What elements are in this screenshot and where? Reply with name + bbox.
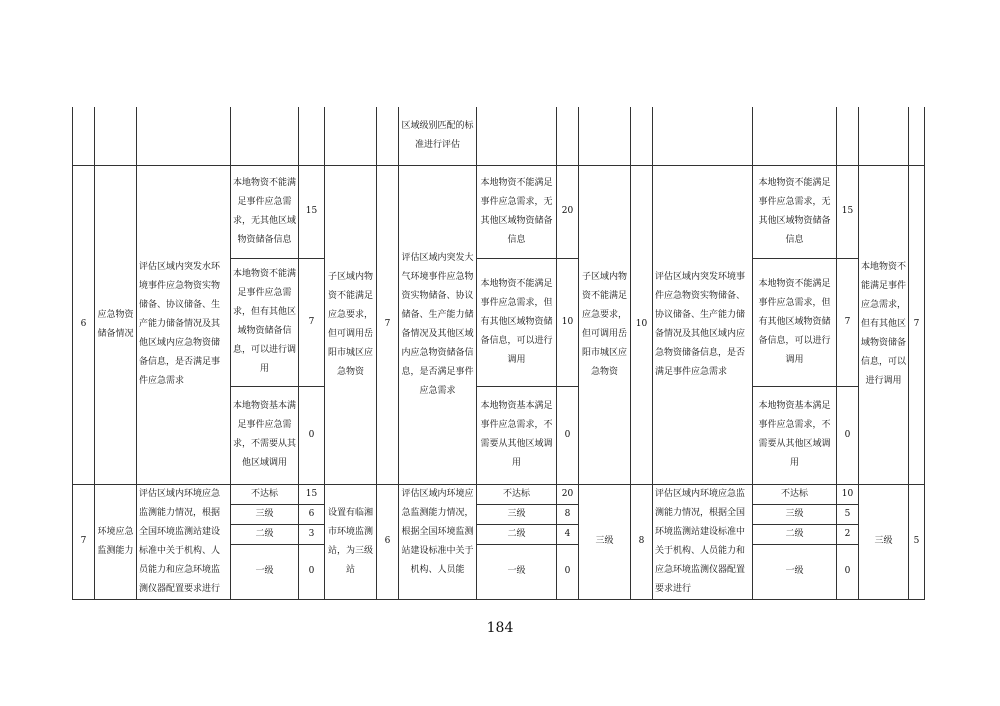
option-score: 3 (299, 524, 325, 544)
option-score: 6 (299, 504, 325, 524)
option-score: 15 (837, 165, 859, 258)
indicator-method-env: 评估区域内环境应急监测能力情况，根据全国环境监测站建设标准中关于机构、人员能力和应急环境监测仪器配置要求进行 (653, 484, 753, 599)
indicator-name: 应急物资储备情况 (95, 165, 137, 484)
option-text: 本地物资不能满足事件应急需求，但有其他区域物资储备信息，可以进行调用 (477, 258, 557, 386)
indicator-method-air: 评估区域内突发大气环境事件应急物资实物储备、协议储备、生产能力储备情况及其他区域内应急物资储备信息，是否满足事件应急需求 (399, 165, 477, 484)
assessment-result: 三级 (859, 484, 909, 599)
cell (909, 107, 925, 165)
option-text: 本地物资不能满足事件应急需求，无其他区域物资储备信息 (477, 165, 557, 258)
cell (631, 107, 653, 165)
option-text: 三级 (753, 504, 837, 524)
table-row (73, 165, 925, 258)
option-score: 20 (557, 484, 579, 504)
cell (325, 107, 377, 165)
assessment-result: 子区域内物资不能满足应急要求，但可调用岳阳市城区应急物资 (325, 165, 377, 484)
cell (837, 107, 859, 165)
option-text: 本地物资不能满足事件应急需求，但有其他区域物资储备信息，可以进行调用 (753, 258, 837, 386)
option-text: 二级 (753, 524, 837, 544)
option-score: 0 (557, 544, 579, 599)
indicator-name: 环境应急监测能力 (95, 484, 137, 599)
option-text: 本地物资基本满足事件应急需求，不需要从其他区域调用 (753, 386, 837, 484)
option-score: 20 (557, 165, 579, 258)
assessment-result: 子区域内物资不能满足应急要求，但可调用岳阳市城区应急物资 (579, 165, 631, 484)
option-text: 不达标 (753, 484, 837, 504)
assessment-score: 8 (631, 484, 653, 599)
page-number: 184 (486, 620, 514, 636)
assessment-score: 5 (909, 484, 925, 599)
option-score: 0 (837, 386, 859, 484)
option-text: 本地物资不能满足事件应急需求，无其他区域物资储备信息 (231, 165, 299, 258)
cell (299, 107, 325, 165)
cell (579, 107, 631, 165)
option-score: 0 (299, 386, 325, 484)
cell (477, 107, 557, 165)
cell (653, 107, 753, 165)
option-score: 7 (837, 258, 859, 386)
indicator-method-env: 评估区域内突发环境事件应急物资实物储备、协议储备、生产能力储备情况及其他区域内应急物资储备信息，是否满足事件应急需求 (653, 165, 753, 484)
cell (137, 107, 231, 165)
option-text: 不达标 (231, 484, 299, 504)
option-text: 二级 (231, 524, 299, 544)
assessment-score: 10 (631, 165, 653, 484)
option-score: 2 (837, 524, 859, 544)
option-text: 一级 (231, 544, 299, 599)
indicator-method-air: 评估区域内环境应急监测能力情况，根据全国环境监测站建设标准中关于机构、人员能 (399, 484, 477, 599)
option-text: 本地物资不能满足事件应急需求，无其他区域物资储备信息 (753, 165, 837, 258)
row-number: 7 (73, 484, 95, 599)
option-score: 10 (837, 484, 859, 504)
option-score: 5 (837, 504, 859, 524)
option-score: 0 (299, 544, 325, 599)
cell (557, 107, 579, 165)
assessment-table (72, 107, 925, 600)
cell (753, 107, 837, 165)
option-score: 7 (299, 258, 325, 386)
option-score: 15 (299, 484, 325, 504)
assessment-result: 设置有临湘市环境监测站，为三级站 (325, 484, 377, 599)
option-text: 本地物资基本满足事件应急需求，不需要从其他区域调用 (477, 386, 557, 484)
cell (95, 107, 137, 165)
option-text: 二级 (477, 524, 557, 544)
option-text: 三级 (231, 504, 299, 524)
option-text: 一级 (753, 544, 837, 599)
water-method-cell: 区域级别匹配的标准进行评估 (399, 107, 477, 165)
row-number: 6 (73, 165, 95, 484)
option-score: 0 (557, 386, 579, 484)
indicator-method: 评估区域内突发水环境事件应急物资实物储备、协议储备、生产能力储备情况及其他区域内应急物资储备信息，是否满足事件应急需求 (137, 165, 231, 484)
cell (859, 107, 909, 165)
assessment-result: 本地物资不能满足事件应急需求，但有其他区域物资储备信息，可以进行调用 (859, 165, 909, 484)
cell (73, 107, 95, 165)
option-text: 一级 (477, 544, 557, 599)
cell (377, 107, 399, 165)
option-text: 不达标 (477, 484, 557, 504)
cell (231, 107, 299, 165)
assessment-result: 三级 (579, 484, 631, 599)
assessment-score: 7 (377, 165, 399, 484)
option-text: 本地物资不能满足事件应急需求，但有其他区域物资储备信息，可以进行调用 (231, 258, 299, 386)
assessment-score: 7 (909, 165, 925, 484)
option-score: 8 (557, 504, 579, 524)
indicator-method: 评估区域内环境应急监测能力情况，根据全国环境监测站建设标准中关于机构、人员能力和应急环境监测仪器配置要求进行 (137, 484, 231, 599)
option-score: 15 (299, 165, 325, 258)
table-row (73, 484, 925, 504)
option-text: 三级 (477, 504, 557, 524)
option-score: 10 (557, 258, 579, 386)
option-score: 4 (557, 524, 579, 544)
option-text: 本地物资基本满足事件应急需求，不需要从其他区域调用 (231, 386, 299, 484)
table-row-continuation (73, 107, 925, 165)
assessment-score: 6 (377, 484, 399, 599)
option-score: 0 (837, 544, 859, 599)
